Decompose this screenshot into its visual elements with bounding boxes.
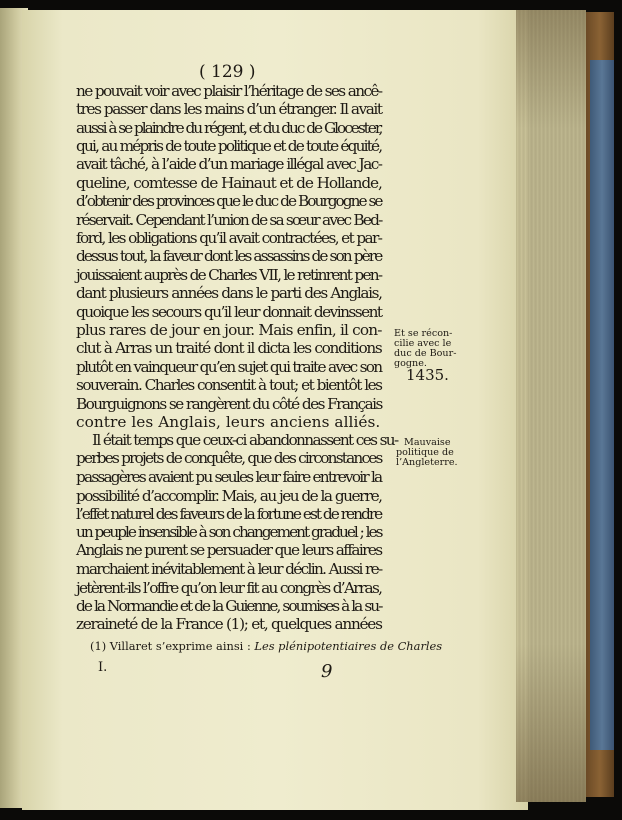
text-line: jetèrent-ils l’offre qu’on leur fit au congrès d’Arras, [76,578,382,597]
footnote-quote: Les plénipotentiaires de Charles [254,639,443,653]
text-line: zeraineté de la France (1); et, quelques années [76,615,382,634]
text-line: dant plusieurs années dans le parti des Anglais, [76,284,382,303]
text-line: d’obtenir des provinces que le duc de Bourgogne se [76,192,382,211]
text-line: possibilité d’accomplir. Mais, au jeu de la guerre, [76,486,382,505]
text-line: clut à Arras un traité dont il dicta les conditions [76,339,382,358]
margin-note-english-policy: Mauvaise politique de l’Angleterre. [396,437,458,468]
text-line: plutôt en vainqueur qu’en sujet qui traite avec son [76,358,382,377]
text-line: l’effet naturel des faveurs de la fortune est de rendre [76,504,382,523]
cover-marbled-paper [590,60,614,750]
text-line: dessus tout, la faveur dont les assassins de son père [76,247,382,266]
text-line: queline, comtesse de Hainaut et de Hollande, [76,174,382,193]
text-line: qui, au mépris de toute politique et de toute équité, [76,136,382,155]
text-line: de la Normandie et de la Guienne, soumises à la su- [76,596,382,615]
text-line: un peuple insensible à son changement graduel ; les [76,523,382,542]
text-line: Il était temps que ceux-ci abandonnassent ces su- [92,431,398,450]
text-line: passagères avaient pu seules leur faire entrevoir la [76,468,382,487]
text-line: perbes projets de conquête, que des circonstances [76,449,382,468]
footnote: (1) Villaret s’exprime ainsi : Les plénipotentiaires de Charles [90,639,443,653]
text-line: Anglais ne purent se persuader que leurs affaires [76,541,382,560]
sheet-number: 9 [321,661,333,682]
margin-note-reconciliation: Et se récon- cilie avec le duc de Bour- gogne. [394,328,457,369]
text-line: réservait. Cependant l’union de sa sœur avec Bed- [76,210,382,229]
text-line: avait tâché, à l’aide d’un mariage illégal avec Jac- [76,155,382,174]
text-line: Bourguignons se rangèrent du côté des Français [76,394,382,413]
text-line: plus rares de jour en jour. Mais enfin, il con- [76,320,382,339]
text-line: quoique les secours qu’il leur donnait devinssent [76,302,382,321]
text-line: ne pouvait voir avec plaisir l’héritage de ses ancê- [76,82,382,101]
text-line: marchaient inévitablement à leur déclin. Aussi re- [76,560,382,579]
page-number-header: ( 129 ) [199,62,256,82]
text-line: aussi à se plaindre du régent, et du duc de Glocester, [76,118,382,137]
signature-mark: I. [98,660,108,675]
text-line: ford, les obligations qu’il avait contractées, et par- [76,228,382,247]
text-line: souverain. Charles consentit à tout; et bientôt les [76,376,382,395]
text-line: tres passer dans les mains d’un étranger. Il avait [76,100,382,119]
text-line: contre les Anglais, leurs anciens alliés. [76,412,381,431]
margin-year: 1435. [406,366,449,384]
text-line: jouissaient auprès de Charles VII, le retinrent pen- [76,266,382,285]
